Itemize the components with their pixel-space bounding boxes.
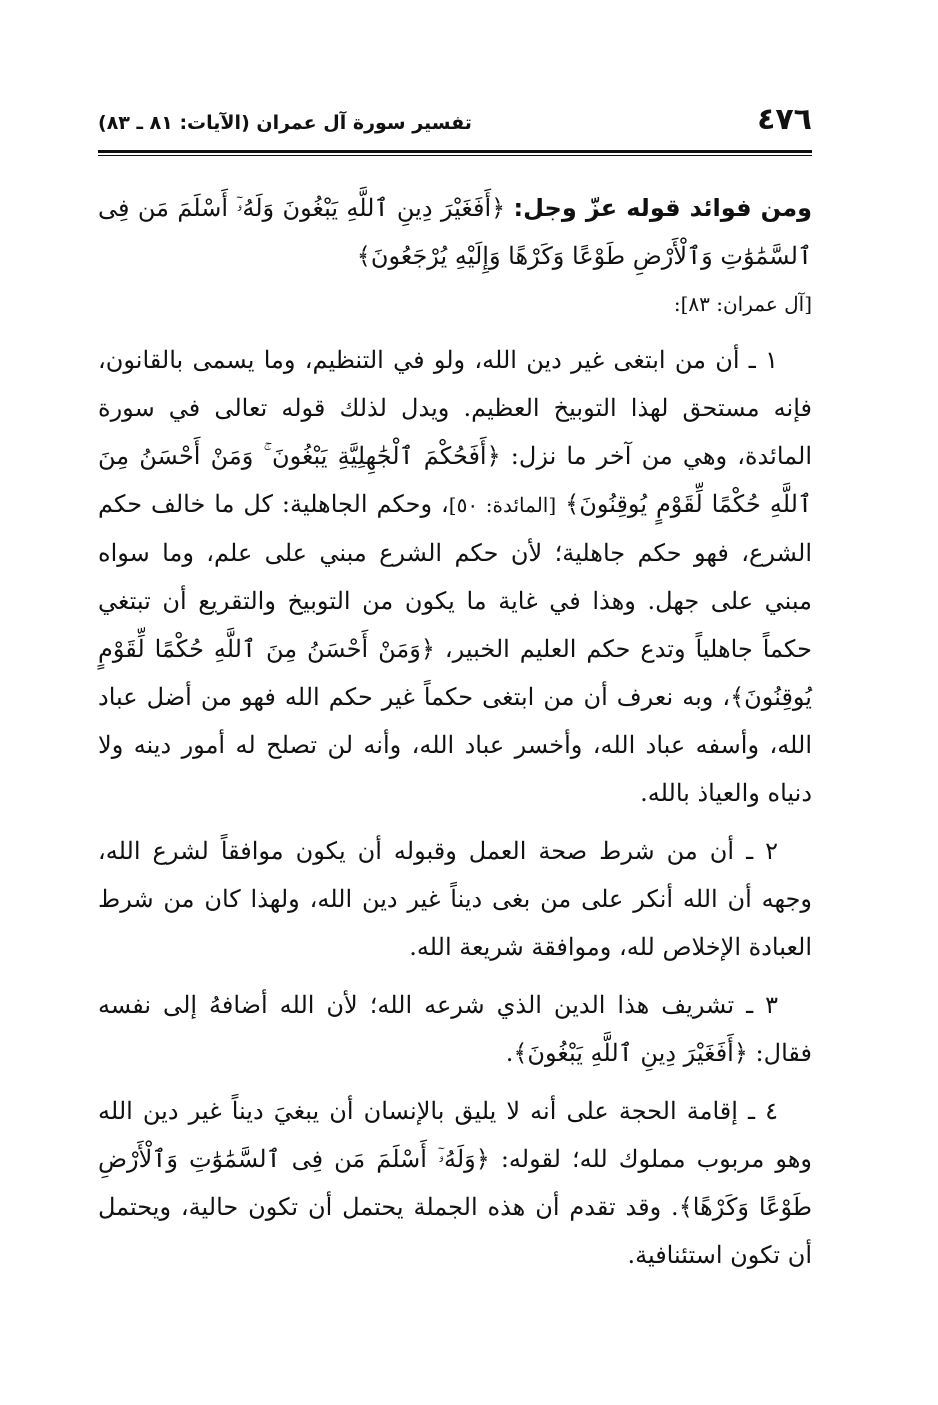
point-1-verse-2: ﴿وَمَنْ أَحْسَنُ مِنَ ٱللَّهِ حُكْمًا لِّقَوْمٍ يُوقِنُونَ﴾ <box>98 635 812 711</box>
header-rule <box>98 150 812 156</box>
point-4-text-1: ٤ ـ إقامة الحجة على أنه لا يليق بالإنسان أن يبغيَ ديناً غير دين الله وهو مربوب مملوك لله؛ لقوله: <box>98 1097 812 1173</box>
point-1-citation-1: [المائدة: ٥٠] <box>448 493 557 517</box>
point-4 <box>98 1087 812 1279</box>
intro-paragraph <box>98 184 812 328</box>
point-1-text-1: ١ ـ أن من ابتغى غير دين الله، ولو في التنظيم، وما يسمى بالقانون، فإنه مستحق لهذا التوبيخ العظيم. ويدل لذلك قوله تعالى في سورة المائدة، وهي من آخر ما نزل: <box>98 346 812 470</box>
intro-verse: ﴿أَفَغَيْرَ دِينِ ٱللَّهِ يَبْغُونَ وَلَهُۥٓ أَسْلَمَ مَن فِى ٱلسَّمَٰوَٰتِ وَٱلْأَرْضِ طَوْعًا وَكَرْهًا وَإِلَيْهِ يُرْجَعُونَ﴾ <box>98 194 812 270</box>
point-2-text-1: ٢ ـ أن من شرط صحة العمل وقبوله أن يكون موافقاً لشرع الله، وجهه أن الله أنكر على من بغى ديناً غير دين الله، ولهذا كان من شرط العبادة الإخلاص لله، وموافقة شريعة الله. <box>98 837 812 961</box>
point-1-text-3: ، وبه نعرف أن من ابتغى حكماً غير حكم الله فهو من أضل عباد الله، وأسفه عباد الله، وأخسر عباد الله، وأنه لن تصلح له أمور دينه ولا دنياه والعياذ بالله. <box>98 683 812 807</box>
point-4-text-2: . وقد تقدم أن هذه الجملة يحتمل أن تكون حالية، ويحتمل أن تكون استئنافية. <box>98 1193 812 1269</box>
point-3-text-2: . <box>505 1039 514 1067</box>
page-number: ٤٧٦ <box>757 102 812 137</box>
point-3 <box>98 981 812 1077</box>
point-3-text-1: ٣ ـ تشريف هذا الدين الذي شرعه الله؛ لأن الله أضافهُ إلى نفسه فقال: <box>98 991 812 1067</box>
point-1-text-2: ، وحكم الجاهلية: كل ما خالف حكم الشرع، فهو حكم جاهلية؛ لأن حكم الشرع مبني على علم، وما سواه مبني على جهل. وهذا في غاية ما يكون من التوبيخ والتقريع أن تبتغي حكماً جاهلياً وتدع حكم العليم الخبير، <box>98 490 813 663</box>
point-4-verse-1: ﴿وَلَهُۥٓ أَسْلَمَ مَن فِى ٱلسَّمَٰوَٰتِ وَٱلْأَرْضِ طَوْعًا وَكَرْهًا﴾ <box>98 1145 812 1221</box>
page-header <box>98 100 812 140</box>
point-1 <box>98 336 812 817</box>
intro-citation: [آل عمران: ٨٣]: <box>673 292 812 316</box>
point-3-verse-1: ﴿أَفَغَيْرَ دِينِ ٱللَّهِ يَبْغُونَ﴾ <box>513 1039 748 1067</box>
book-page <box>98 100 812 1289</box>
page-body <box>98 184 812 1279</box>
point-1-verse-1: ﴿أَفَحُكْمَ ٱلْجَٰهِلِيَّةِ يَبْغُونَ ۚ وَمَنْ أَحْسَنُ مِنَ ٱللَّهِ حُكْمًا لِّقَوْمٍ يُوقِنُونَ﴾ <box>98 442 813 518</box>
running-title: تفسير سورة آل عمران (الآيات: ٨١ ـ ٨٣) <box>98 112 472 134</box>
intro-lead: ومن فوائد قوله عزّ وجل: <box>513 194 812 222</box>
point-2 <box>98 827 812 971</box>
